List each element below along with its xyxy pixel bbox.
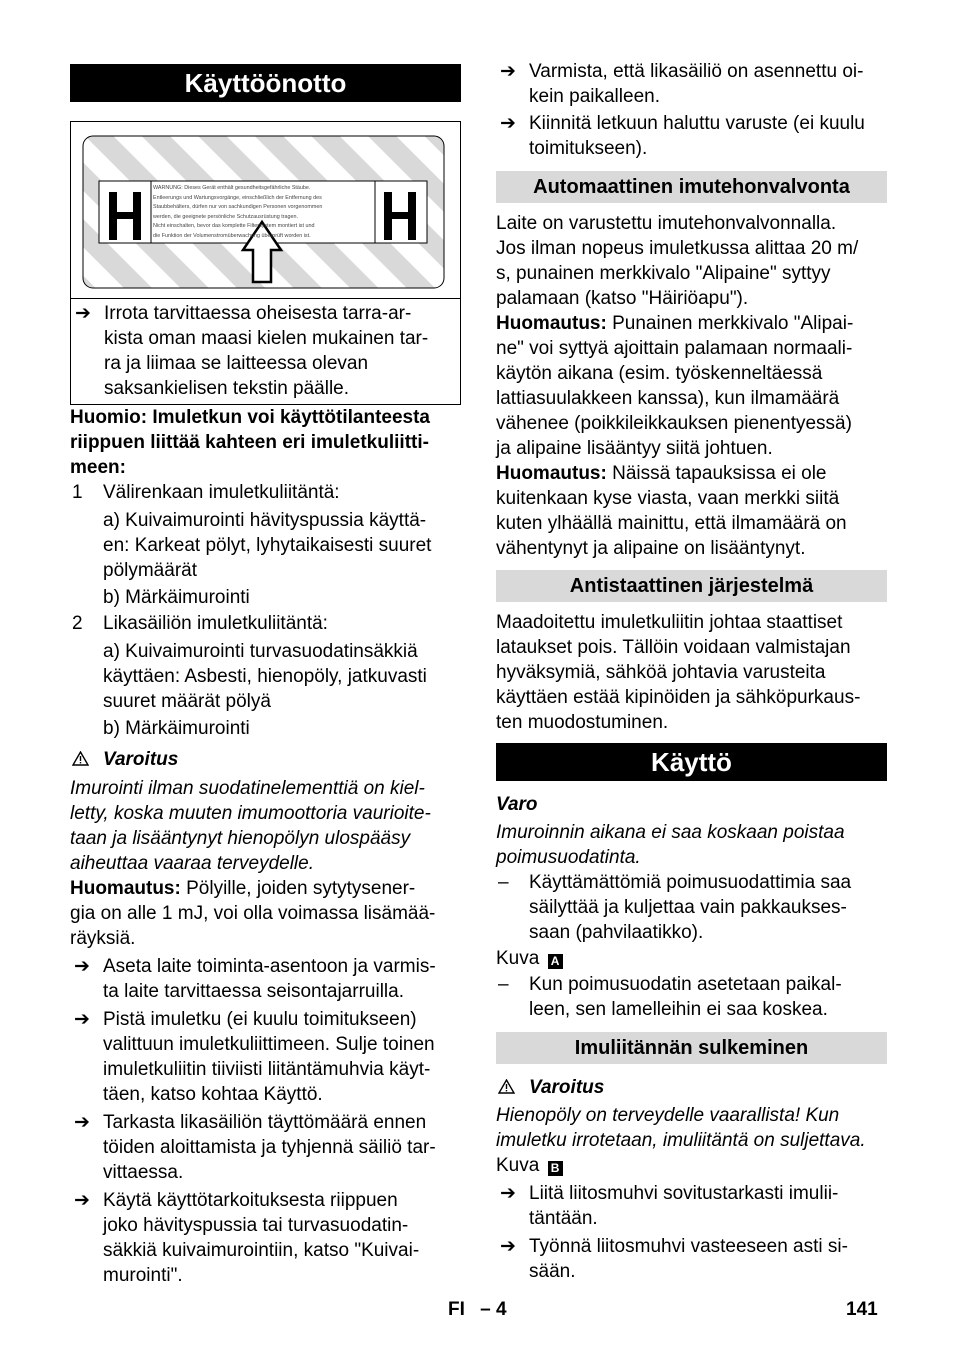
list-item: 2 Likasäiliön imuletkuliitäntä: [72,613,328,634]
figure-badge-b: B [548,1161,563,1176]
list-subitem: b) Märkäimurointi [103,587,250,608]
arrow-right-icon: ➔ [74,1112,90,1133]
footer-language: FI – 4 [448,1299,507,1320]
left-column [70,64,461,1288]
huomio-paragraph: Huomio: Imuletkun voi käyttötilanteesta riippuen liittää kahteen eri imuletkuliitti- meen: [70,407,430,478]
figure-reference: Kuva B [496,1153,887,1178]
dash-item: – Käyttämättömiä poimusuodattimia saa säilyttää ja kuljettaa vain pakkaukses- saan (pahvilaatikko). [498,872,852,943]
figure-reference: Kuva A [496,946,887,971]
section-heading-imutehonvalvonta: Automaattinen imutehonvalvonta [496,171,887,203]
bullet-item: ➔ Käytä käyttötarkoituksesta riippuen joko hävityspussia tai turvasuodatin- säkkiä kuivaimurointiin, katso "Kuivai- murointi". [74,1190,420,1286]
bullet-item: ➔ Aseta laite toiminta-asentoon ja varmis- ta laite tarvittaessa seisontajarruilla. [74,956,436,1002]
bullet-item: ➔ Varmista, että likasäiliö on asennettu oi- kein paikalleen. [500,61,864,107]
arrow-right-icon: ➔ [500,1236,516,1257]
sticker-figure [70,121,461,298]
arrow-right-icon: ➔ [500,1183,516,1204]
bullet-item: ➔ Irrota tarvittaessa oheisesta tarra-ar- kista oman maasi kielen mukainen tar- ra ja liimaa se laitteessa olevan saksankielisen tekstin päälle. [75,303,429,399]
list-item: 1 Välirenkaan imuletkuliitäntä: [72,482,340,503]
section-heading-imuliitannan-sulkeminen: Imuliitännän sulkeminen [496,1032,887,1064]
arrow-right-icon: ➔ [74,1009,90,1030]
right-column [496,59,887,1284]
bullet-item: ➔ Kiinnitä letkuun haluttu varuste (ei kuulu toimitukseen). [500,113,865,159]
dash-item: – Kun poimusuodatin asetetaan paikal- leen, sen lamelleihin ei saa koskea. [498,974,842,1020]
list-subitem: a) Kuivaimurointi hävityspussia käyttä- en: Karkeat pölyt, lyhytaikaisesti suuret pölymäärät [103,510,432,581]
warning-triangle-icon [498,1079,515,1094]
warning-text: Hienopöly on terveydelle vaarallista! Kun imuletku irrotetaan, imuliitäntä on suljettava. [496,1105,866,1151]
note-paragraph: Huomautus: Punainen merkkivalo "Alipai- ne" voi syttyä ajoittain palamaan normaali- käytön aikana (esim. työskenneltäessä lattiasuulakkeen kanssa), kun ilmamäärä vähenee (poikkileikkauksen pienentyessä) ja alipaine lisääntyy siitä johtuen. [496,313,854,459]
sticker-text: WARNUNG: Dieses Gerät enthält gesundheitsgefährliche Stäube. Entleerungs und Wartungsvorgänge, einschließlich der Entfernung des Staubbehälters, dürfen nur von sachkundigen Personen vorgenommen werden, die geeignete persönliche Schutzausrüstung tragen. Nicht einschalten, bevor das komplette Filtersystem montiert ist und die Funktion der Volumenstromüberwachung überprüft worden ist. [153,185,323,239]
list-subitem: a) Kuivaimurointi turvasuodatinsäkkiä käyttäen: Asbesti, hienopöly, jatkuvasti suuret määrät pölyä [103,641,427,712]
section-paragraph: Maadoitettu imuletkuliitin johtaa staattiset lataukset pois. Tällöin voidaan valmistajan hyväksymiä, sähköä johtavia varusteita käyttäen estää kipinöiden ja sähköpurkaus- ten muodostuminen. [496,612,861,733]
section-title-kayttoonotto: Käyttöönotto [70,64,461,102]
warning-triangle-icon [72,751,89,766]
bullet-item: ➔ Tarkasta likasäiliön täyttömäärä ennen töiden aloittamista ja tyhjennä säiliö tar- vittaessa. [74,1112,436,1183]
warning-heading: Varoitus [70,747,461,772]
warning-heading: Varoitus [496,1075,887,1100]
bullet-item: ➔ Liitä liitosmuhvi sovitustarkasti imulii- täntään. [500,1183,839,1229]
varo-label: Varo [496,794,538,815]
arrow-right-icon: ➔ [500,113,516,134]
arrow-right-icon: ➔ [75,303,91,324]
bullet-item: ➔ Työnnä liitosmuhvi vasteeseen asti si- sään. [500,1236,848,1282]
note-paragraph: Huomautus: Pölyille, joiden sytytysener- gia on alle 1 mJ, voi olla voimassa lisämää- räyksiä. [70,878,436,949]
warning-text: Imurointi ilman suodatinelementtiä on kiel- letty, koska muuten imumoottoria vaurioite- taan ja lisääntynyt hienopölyn ulospääsy aiheuttaa vaaraa terveydelle. [70,778,431,874]
section-heading-antistaattinen: Antistaattinen järjestelmä [496,570,887,602]
section-title-kaytto: Käyttö [496,743,887,781]
sticker-instruction-box [70,298,461,405]
note-paragraph: Huomautus: Näissä tapauksissa ei ole kuitenkaan kyse viasta, vaan merkki siitä kuten ylhäällä mainittu, että ilmamäärä on vähentynyt ja alipaine on lisääntynyt. [496,463,847,559]
section-paragraph: Laite on varustettu imutehonvalvonnalla. Jos ilman nopeus imuletkussa alittaa 20 m/ s, punainen merkkivalo "Alipaine" syttyy palamaan (katso "Häiriöapu"). [496,213,859,309]
page-number: 141 [846,1299,878,1320]
arrow-right-icon: ➔ [74,1190,90,1211]
varo-text: Imuroinnin aikana ei saa koskaan poistaa poimusuodatinta. [496,822,845,868]
list-subitem: b) Märkäimurointi [103,718,250,739]
arrow-right-icon: ➔ [74,956,90,977]
arrow-right-icon: ➔ [500,61,516,82]
bullet-item: ➔ Pistä imuletku (ei kuulu toimitukseen) valittuun imuletkuliittimeen. Sulje toinen imuletkuliitin tiiviisti liitäntämuhvia käyt- täen, katso kohtaa Käyttö. [74,1009,435,1105]
footer-local-page: – 4 [480,1299,507,1320]
figure-badge-a: A [548,954,563,969]
